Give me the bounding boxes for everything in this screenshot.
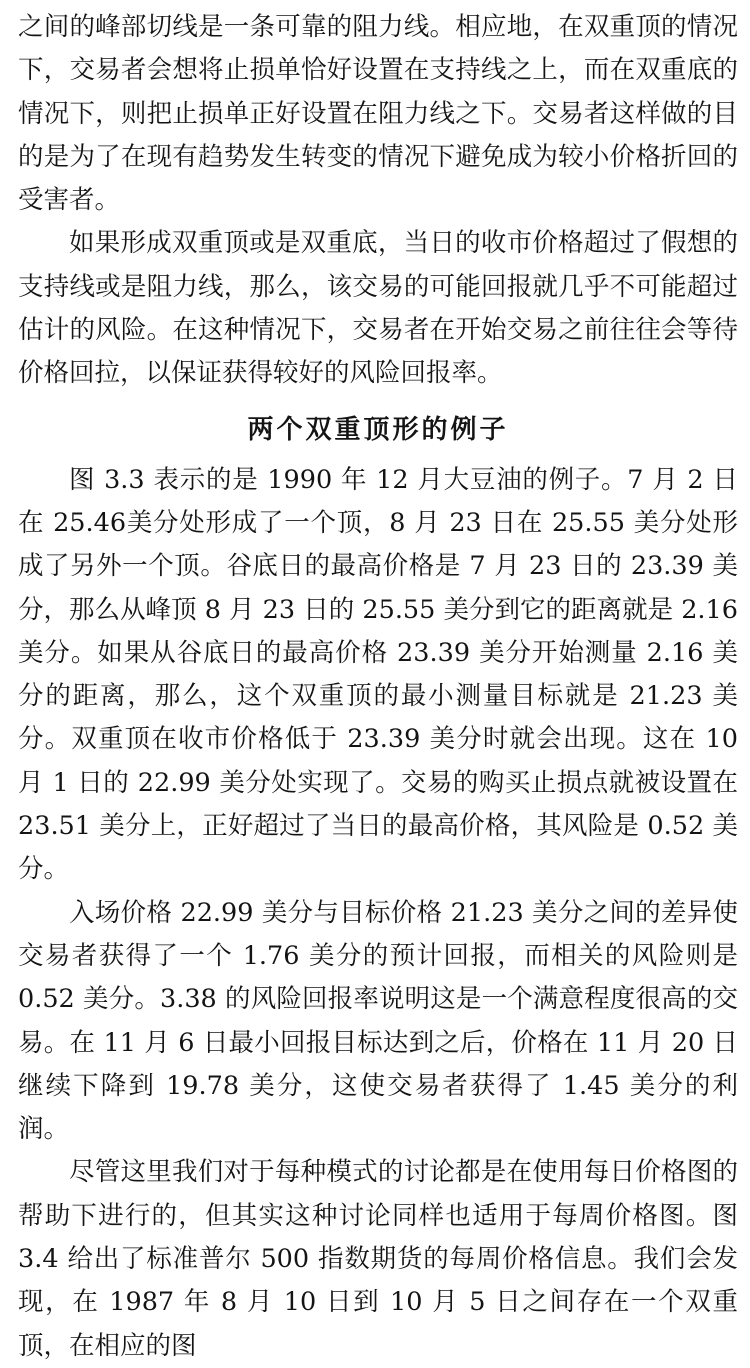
paragraph-weekly-chart: 尽管这里我们对于每种模式的讨论都是在使用每日价格图的帮助下进行的，但其实这种讨论同样也适用于每周价格图。图 3.4 给出了标准普尔 500 指数期货的每周价格信息。我们会发现，在 1987 年 8 月 10 日到 10 月 5 日之间存在一个双重顶，在相应的图 [18, 1157, 738, 1361]
paragraph-pullback-entry: 如果形成双重顶或是双重底，当日的收市价格超过了假想的支持线或是阻力线，那么，该交易的可能回报就几乎不可能超过估计的风险。在这种情况下，交易者在开始交易之前往往会等待价格回拉，以保证获得较好的风险回报率。 [18, 228, 738, 389]
paragraph-reward-risk-ratio: 入场价格 22.99 美分与目标价格 21.23 美分之间的差异使交易者获得了一个 1.76 美分的预计回报，而相关的风险则是 0.52 美分。3.38 的风险回报率说明这是一个满意程度很高的交易。在 11 月 6 日最小回报目标达到之后，价格在 11 月 20 日继续下降到 19.78 美分，这使交易者获得了 1.45 美分的利润。 [18, 897, 738, 1145]
paragraph-soybean-oil-example: 图 3.3 表示的是 1990 年 12 月大豆油的例子。7 月 2 日在 25.46美分处形成了一个顶，8 月 23 日在 25.55 美分处形成了另外一个顶。谷底日的最高价格是 7 月 23 日的 23.39 美分，那么从峰顶 8 月 23 日的 25.55 美分到它的距离就是 2.16 美分。如果从谷底日的最高价格 23.39 美分开始测量 2.16 美分的距离，那么，这个双重顶的最小测量目标就是 21.23 美分。双重顶在收市价格低于 23.39 美分时就会出现。这在 10 月 1 日的 22.99 美分处实现了。交易的购买止损点就被设置在 23.51 美分上，正好超过了当日的最高价格，其风险是 0.52 美分。 [18, 464, 738, 885]
paragraph-stop-loss-placement: 之间的峰部切线是一条可靠的阻力线。相应地，在双重顶的情况下，交易者会想将止损单恰好设置在支持线之上，而在双重底的情况下，则把止损单正好设置在阻力线之下。交易者这样做的目的是为了在现有趋势发生转变的情况下避免成为较小价格折回的受害者。 [18, 12, 738, 216]
section-heading: 两个双重顶形的例子 [247, 414, 509, 445]
book-page [18, 6, 738, 1368]
